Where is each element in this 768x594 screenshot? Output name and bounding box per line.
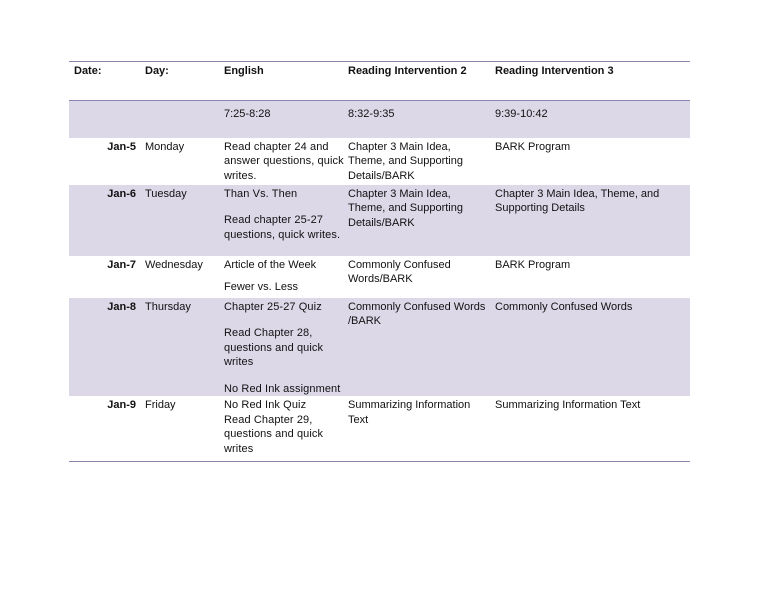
row-ri2: Summarizing Information Text <box>348 396 495 461</box>
row-ri2: Commonly Confused Words /BARK <box>348 298 495 397</box>
row-english: No Red Ink Quiz Read Chapter 29, questions and quick writes <box>224 396 348 461</box>
row-english: Chapter 25-27 Quiz Read Chapter 28, questions and quick writes No Red Ink assignment <box>224 298 348 397</box>
row-ri2: Chapter 3 Main Idea, Theme, and Supporting Details/BARK <box>348 140 463 182</box>
times-row <box>69 101 690 138</box>
row-day: Friday <box>145 396 224 461</box>
row-ri3: Chapter 3 Main Idea, Theme, and Supporting Details <box>495 185 690 256</box>
row-ri3: BARK Program <box>495 140 571 153</box>
header-row <box>69 62 690 101</box>
row-ri2: Commonly Confused Words/BARK <box>348 258 451 285</box>
time-ri3: 9:39-10:42 <box>495 101 690 138</box>
row-date: Jan-5 <box>107 140 136 153</box>
table-row <box>69 396 690 461</box>
header-day: Day: <box>145 62 224 101</box>
header-ri2: Reading Intervention 2 <box>348 62 495 101</box>
row-english: Read chapter 24 and answer questions, quick writes. <box>224 140 344 182</box>
row-english: Article of the Week Fewer vs. Less <box>224 258 317 293</box>
row-day: Wednesday <box>145 258 203 271</box>
row-ri3: Summarizing Information Text <box>495 396 690 461</box>
row-date: Jan-8 <box>69 298 145 397</box>
row-ri2: Chapter 3 Main Idea, Theme, and Supporting Details/BARK <box>348 185 495 256</box>
table-row <box>69 298 690 397</box>
header-date: Date: <box>69 62 145 101</box>
table-row <box>69 138 690 185</box>
row-day: Tuesday <box>145 185 224 256</box>
schedule-table <box>69 61 690 462</box>
header-ri3: Reading Intervention 3 <box>495 62 690 101</box>
time-english: 7:25-8:28 <box>224 101 348 138</box>
row-ri3: BARK Program <box>495 258 571 271</box>
header-english: English <box>224 62 348 101</box>
table-row <box>69 256 690 298</box>
row-ri3: Commonly Confused Words <box>495 298 690 397</box>
row-date: Jan-6 <box>69 185 145 256</box>
time-ri2: 8:32-9:35 <box>348 101 495 138</box>
row-date: Jan-9 <box>69 396 145 461</box>
row-day: Monday <box>145 140 185 153</box>
row-day: Thursday <box>145 298 224 397</box>
table-row <box>69 185 690 256</box>
row-english: Than Vs. Then Read chapter 25-27 questions, quick writes. <box>224 185 348 256</box>
row-date: Jan-7 <box>107 258 136 271</box>
